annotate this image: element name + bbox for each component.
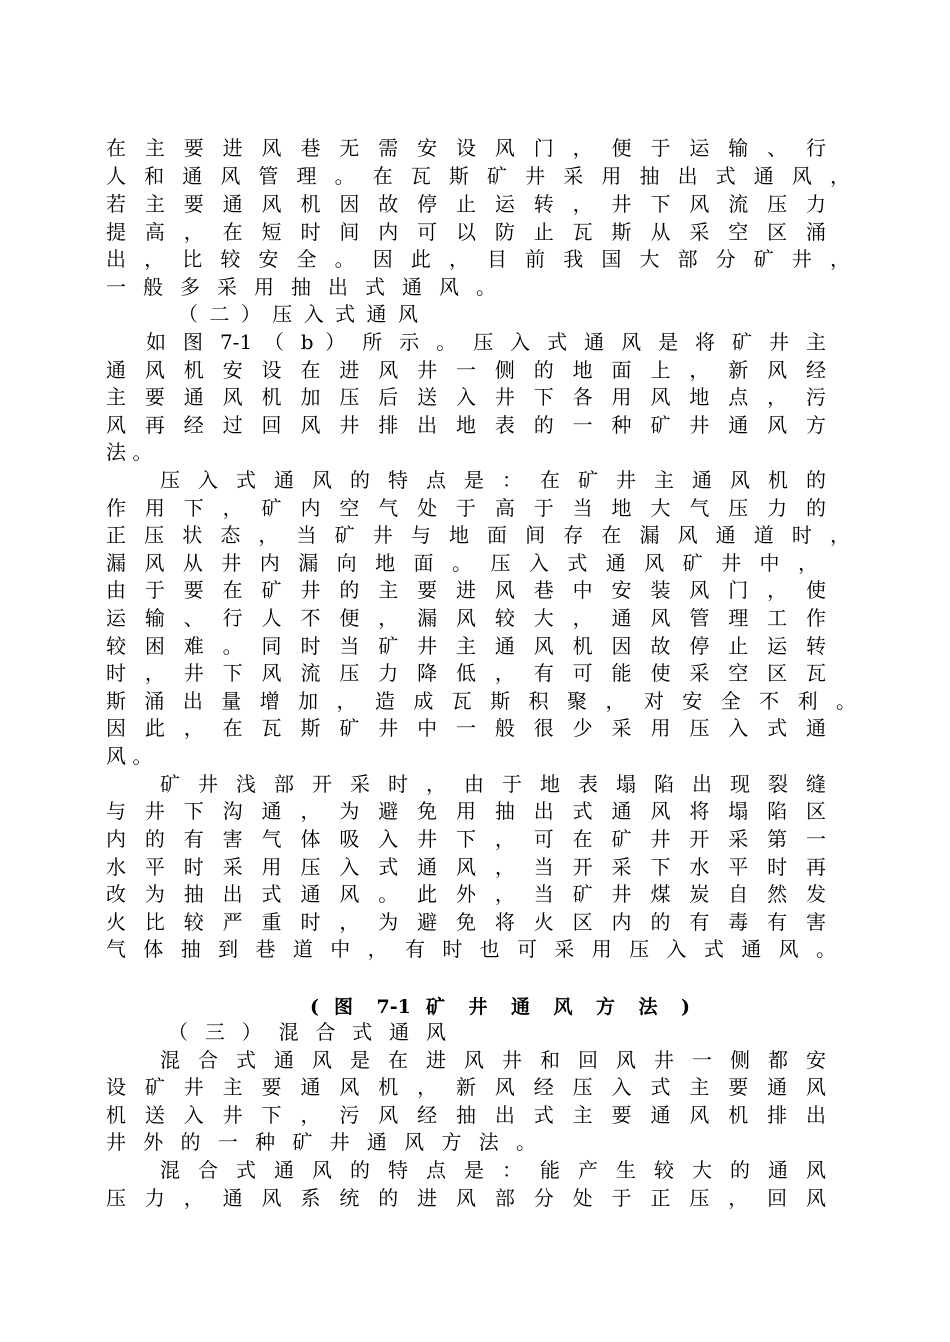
text-line: 内 的 有 害 气 体 吸 入 井 下 ， 可 在 矿 井 开 采 第 一 <box>106 827 826 851</box>
text-line: 出 ， 比 较 安 全 。 因 此 ， 目 前 我 国 大 部 分 矿 井 ， <box>106 247 850 271</box>
section-heading: （ 二 ） 压 入 式 通 风 <box>178 302 418 326</box>
text-line: 井 外 的 一 种 矿 井 通 风 方 法 。 <box>106 1130 536 1154</box>
text-line: 压 入 式 通 风 的 特 点 是 ： 在 矿 井 主 通 风 机 的 <box>160 468 826 492</box>
text-line: 如 图 7-1 （ b ） 所 示 。 压 入 式 通 风 是 将 矿 井 主 <box>146 330 826 354</box>
text-line: 运 输 、 行 人 不 便 ， 漏 风 较 大 ， 通 风 管 理 工 作 <box>106 606 826 630</box>
text-line: 作 用 下 ， 矿 内 空 气 处 于 高 于 当 地 大 气 压 力 的 <box>106 496 826 520</box>
text-line: 矿 井 浅 部 开 采 时 ， 由 于 地 表 塌 陷 出 现 裂 缝 <box>160 772 826 796</box>
text-line: 机 送 入 井 下 ， 污 风 经 抽 出 式 主 要 通 风 机 排 出 <box>106 1103 826 1127</box>
text-line: 风 。 <box>106 744 153 768</box>
text-line: 法 。 <box>106 440 153 464</box>
text-line: 较 困 难 。 同 时 当 矿 井 主 通 风 机 因 故 停 止 运 转 <box>106 634 826 658</box>
text-line: 由 于 要 在 矿 井 的 主 要 进 风 巷 中 安 装 风 门 ， 使 <box>106 578 826 602</box>
text-line: 人 和 通 风 管 理 。 在 瓦 斯 矿 井 采 用 抽 出 式 通 风 ， <box>106 164 850 188</box>
text-line: 主 要 通 风 机 加 压 后 送 入 井 下 各 用 风 地 点 ， 污 <box>106 385 826 409</box>
text-line: 与 井 下 沟 通 ， 为 避 免 用 抽 出 式 通 风 将 塌 陷 区 <box>106 799 826 823</box>
text-line: 漏 风 从 井 内 漏 向 地 面 。 压 入 式 通 风 矿 井 中 ， <box>106 551 818 575</box>
section-heading: （ 三 ） 混 合 式 通 风 <box>168 1020 446 1044</box>
text-line: 时 ， 井 下 风 流 压 力 降 低 ， 有 可 能 使 采 空 区 瓦 <box>106 661 826 685</box>
text-line: 一 般 多 采 用 抽 出 式 通 风 。 <box>106 275 496 299</box>
text-line: 提 高 ， 在 短 时 间 内 可 以 防 止 瓦 斯 从 采 空 区 涌 <box>106 220 826 244</box>
text-line: 设 矿 井 主 要 通 风 机 ， 新 风 经 压 入 式 主 要 通 风 <box>106 1075 826 1099</box>
text-line: 风 再 经 过 回 风 井 排 出 地 表 的 一 种 矿 井 通 风 方 <box>106 413 826 437</box>
text-line: 混 合 式 通 风 的 特 点 是 ： 能 产 生 较 大 的 通 风 <box>160 1158 826 1182</box>
text-line: 水 平 时 采 用 压 入 式 通 风 ， 当 开 采 下 水 平 时 再 <box>106 855 826 879</box>
figure-caption: ( 图 7-1 矿 井 通 风 方 法 ) <box>310 996 690 1018</box>
text-line: 火 比 较 严 重 时 ， 为 避 免 将 火 区 内 的 有 毒 有 害 <box>106 910 826 934</box>
text-line: 通 风 机 安 设 在 进 风 井 一 侧 的 地 面 上 ， 新 风 经 <box>106 358 826 382</box>
text-line: 若 主 要 通 风 机 因 故 停 止 运 转 ， 井 下 风 流 压 力 <box>106 192 826 216</box>
text-line: 正 压 状 态 ， 当 矿 井 与 地 面 间 存 在 漏 风 通 道 时 ， <box>106 523 850 547</box>
text-line: 斯 涌 出 量 增 加 ， 造 成 瓦 斯 积 聚 ， 对 安 全 不 利 。 <box>106 689 856 713</box>
text-line: 混 合 式 通 风 是 在 进 风 井 和 回 风 井 一 侧 都 安 <box>160 1048 826 1072</box>
text-line: 改 为 抽 出 式 通 风 。 此 外 ， 当 矿 井 煤 炭 自 然 发 <box>106 882 826 906</box>
text-line: 气 体 抽 到 巷 道 中 ， 有 时 也 可 采 用 压 入 式 通 风 。 <box>106 937 836 961</box>
text-line: 在 主 要 进 风 巷 无 需 安 设 风 门 ， 便 于 运 输 、 行 <box>106 136 826 160</box>
text-line: 压 力 ， 通 风 系 统 的 进 风 部 分 处 于 正 压 ， 回 风 <box>106 1186 826 1210</box>
text-line: 因 此 ， 在 瓦 斯 矿 井 中 一 般 很 少 采 用 压 入 式 通 <box>106 716 826 740</box>
